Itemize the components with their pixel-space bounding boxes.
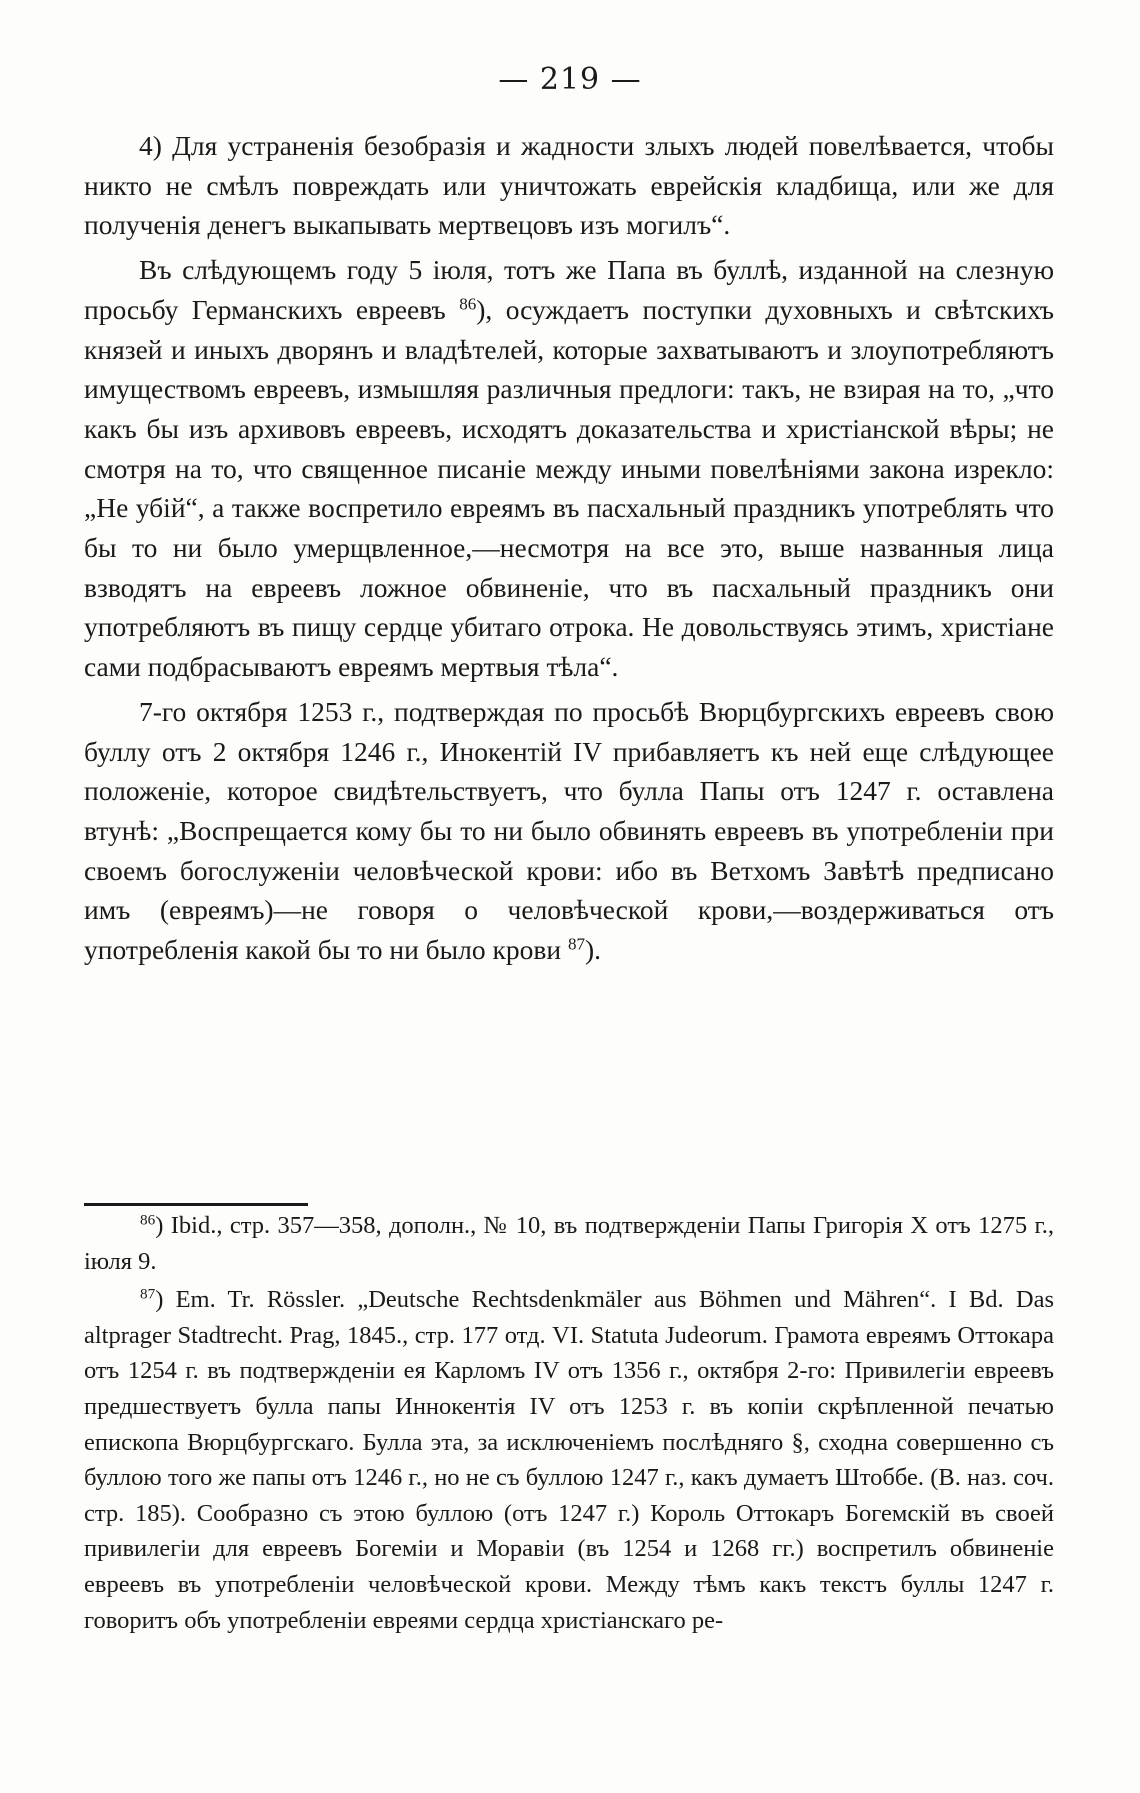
paragraph-3 [84,692,1054,970]
paragraph-1 [84,126,1054,245]
footnote-86 [84,1208,1054,1279]
footnote-separator [84,1203,308,1206]
footnote-text: ) Ibid., стр. 357—358, дополн., № 10, въ подтвержденіи Папы Григорія X отъ 1275 г., іюля 9. [84,1212,1054,1275]
paragraph-text: 7-го октября 1253 г., подтверждая по просьбѣ Вюрцбургскихъ евреевъ свою буллу отъ 2 октября 1246 г., Инокентій IV прибавляетъ къ ней еще слѣдующее положеніе, которое свидѣтельствуетъ, что булла Папы отъ 1247 г. оставлена втунѣ: „Воспрещается кому бы то ни было обвинять евреевъ въ употребленіи при своемъ богослуженіи человѣческой крови: ибо въ Ветхомъ Завѣтѣ предписано имъ (евреямъ)—не говоря о человѣческой крови,—воздерживаться отъ употребленія какой бы то ни было крови [84,695,1054,966]
footnote-87 [84,1282,1054,1638]
paragraph-text: Въ слѣдующемъ году 5 іюля, тотъ же Папа въ буллѣ, изданной на слезную просьбу Германскихъ евреевъ [84,254,1054,325]
paragraph-text: 4) Для устраненія безобразія и жадности злыхъ людей повелѣвается, чтобы никто не смѣлъ повреждать или уничтожать еврейскія кладбища, или же для полученія денегъ выкапывать мертвецовъ изъ могилъ“. [84,130,1054,241]
footnote-mark: 86 [140,1211,156,1229]
paragraph-text: ). [584,934,602,966]
paragraph-text: ), осуждаетъ поступки духовныхъ и свѣтскихъ князей и иныхъ дворянъ и владѣтелей, которые захватываютъ и злоупотребляютъ имуществомъ евреевъ, измышляя различныя предлоги: такъ, не взирая на то, „что какъ бы изъ архивовъ евреевъ, исходятъ доказательства и христіанской вѣры; не смотря на то, что священное писаніе между иными повелѣніями закона изрекло: „Не убій“, а также воспретило евреямъ въ пасхальный праздникъ употреблять что бы то ни было умерщвленное,—несмотря на все это, выше названныя лица взводятъ на евреевъ ложное обвиненіе, что въ пасхальный праздникъ они употребляютъ въ пищу сердце убитаго отрока. Не довольствуясь этимъ, христіане сами подбрасываютъ евреямъ мертвыя тѣла“. [84,293,1054,683]
footnote-text: ) Em. Tr. Rössler. „Deutsche Rechtsdenkmäler aus Böhmen und Mähren“. I Bd. Das altprager Stadtrecht. Prag, 1845., стр. 177 отд. VI. Statuta Judeorum. Грамота евреямъ Оттокара отъ 1254 г. въ подтвержденіи ея Карломъ IV отъ 1356 г., октября 2-го: Привилегіи евреевъ предшествуетъ булла папы Иннокентія IV отъ 1253 г. въ копіи скрѣпленной печатью епископа Вюрцбургскаго. Булла эта, за исключеніемъ послѣдняго §, сходна совершенно съ буллою того же папы отъ 1246 г., но не съ буллою 1247 г., какъ думаетъ Штоббе. (В. наз. соч. стр. 185). Сообразно съ этою буллою (отъ 1247 г.) Король Оттокаръ Богемскій въ своей привилегіи для евреевъ Богеміи и Моравіи (въ 1254 и 1268 гг.) воспретилъ обвиненіе евреевъ въ употребленіи человѣческой крови. Между тѣмъ какъ текстъ буллы 1247 г. говоритъ объ употребленіи евреями сердца христіанскаго ре- [84,1286,1054,1634]
page-number: — 219 — [498,62,642,97]
main-text [84,126,1054,970]
footnote-reference-86: 86 [459,294,477,314]
footnote-reference-87: 87 [567,934,585,954]
footnote-mark: 87 [140,1285,156,1303]
footnotes [84,1208,1054,1638]
paragraph-2 [84,250,1054,687]
